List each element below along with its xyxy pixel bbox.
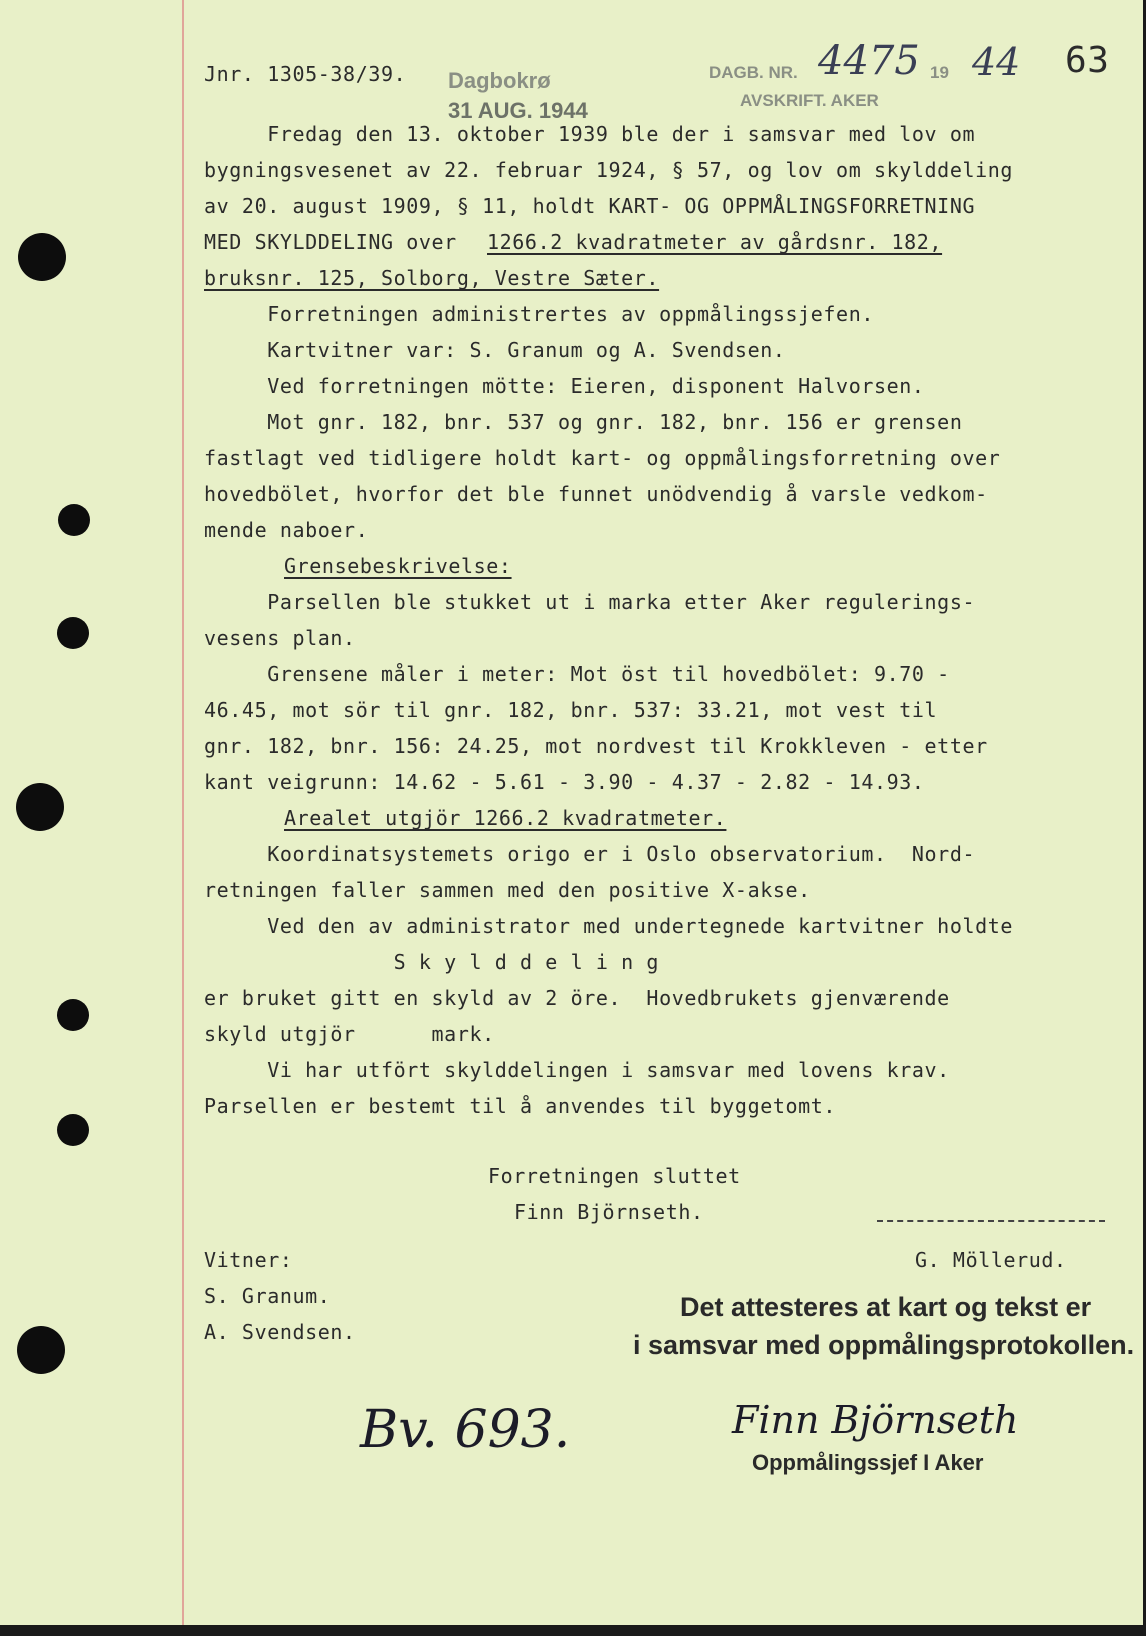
binder-hole — [16, 783, 64, 831]
property-description: 1266.2 kvadratmeter av gårdsnr. 182, — [487, 230, 943, 254]
body-line: av 20. august 1909, § 11, holdt KART- OG OPPMÅLINGSFORRETNING — [204, 194, 976, 218]
certification-line: Det attesteres at kart og tekst er — [680, 1292, 1092, 1322]
body-line: kant veigrunn: 14.62 - 5.61 - 3.90 - 4.37 - 2.82 - 14.93. — [204, 770, 925, 794]
dagb-nr-value: 4475 — [818, 38, 920, 84]
binder-hole — [18, 233, 66, 281]
body-line: Kartvitner var: S. Granum og A. Svendsen. — [204, 338, 786, 362]
body-line: er bruket gitt en skyld av 2 öre. Hovedbrukets gjenværende — [204, 986, 950, 1010]
body-line: retningen faller sammen med den positive X-akse. — [204, 878, 811, 902]
body-line: hovedbölet, hvorfor det ble funnet unödvendig å varsle vedkom- — [204, 482, 988, 506]
body-line: 46.45, mot sör til gnr. 182, bnr. 537: 33.21, mot vest til — [204, 698, 938, 722]
body-line: mende naboer. — [204, 518, 369, 542]
date-stamp: 31 AUG. 1944 — [448, 98, 588, 123]
signer-right: G. Möllerud. — [915, 1248, 1067, 1272]
body-line: S k y l d d e l i n g — [204, 950, 660, 974]
body-line: Ved den av administrator med undertegnede kartvitner holdte — [204, 914, 1014, 938]
witness-name: A. Svendsen. — [204, 1320, 356, 1344]
dagb-nr-label: DAGB. NR. — [709, 63, 798, 82]
binder-hole — [57, 617, 89, 649]
avskrift-label: AVSKRIFT. AKER — [740, 91, 879, 110]
property-description-cont: bruksnr. 125, Solborg, Vestre Sæter. — [204, 266, 660, 290]
journal-number: Jnr. 1305-38/39. — [204, 62, 407, 86]
page-number: 63 — [1065, 40, 1110, 81]
body-line: Fredag den 13. oktober 1939 ble der i samsvar med lov om — [204, 122, 976, 146]
body-line: MED SKYLDDELING over — [204, 230, 470, 254]
body-line: bygningsvesenet av 22. februar 1924, § 57, og lov om skylddeling — [204, 158, 1014, 182]
dagb-nr-year-label: 19 — [930, 63, 949, 82]
body-line: Koordinatsystemets origo er i Oslo observatorium. Nord- — [204, 842, 976, 866]
closing-line: Forretningen sluttet — [488, 1164, 741, 1188]
binder-hole — [17, 1326, 65, 1374]
body-line: vesens plan. — [204, 626, 356, 650]
binder-hole — [57, 999, 89, 1031]
body-line: skyld utgjör mark. — [204, 1022, 495, 1046]
handwritten-reference: Bv. 693. — [360, 1400, 571, 1460]
certification-signature: Finn Björnseth — [732, 1398, 1019, 1442]
area-statement: Arealet utgjör 1266.2 kvadratmeter. — [284, 806, 727, 830]
binder-hole — [58, 504, 90, 536]
binder-hole — [57, 1114, 89, 1146]
signature-line — [877, 1220, 1105, 1222]
section-heading: Grensebeskrivelse: — [284, 554, 512, 578]
body-line: gnr. 182, bnr. 156: 24.25, mot nordvest til Krokkleven - etter — [204, 734, 988, 758]
body-line: fastlagt ved tidligere holdt kart- og oppmålingsforretning over — [204, 446, 1001, 470]
body-line: Mot gnr. 182, bnr. 537 og gnr. 182, bnr. 156 er grensen — [204, 410, 963, 434]
margin-line — [182, 0, 184, 1625]
certification-line: i samsvar med oppmålingsprotokollen. — [633, 1330, 1135, 1360]
witness-label: Vitner: — [204, 1248, 293, 1272]
body-line: Parsellen er bestemt til å anvendes til byggetomt. — [204, 1094, 837, 1118]
witness-name: S. Granum. — [204, 1284, 331, 1308]
body-line: Grensene måler i meter: Mot öst til hovedbölet: 9.70 - — [204, 662, 950, 686]
body-line: Ved forretningen mötte: Eieren, disponent Halvorsen. — [204, 374, 925, 398]
body-line: Forretningen administrertes av oppmålingssjefen. — [204, 302, 874, 326]
body-line: Vi har utfört skylddelingen i samsvar med lovens krav. — [204, 1058, 950, 1082]
closing-name: Finn Björnseth. — [514, 1200, 704, 1224]
body-line: Parsellen ble stukket ut i marka etter Aker regulerings- — [204, 590, 976, 614]
dagb-nr-year-value: 44 — [972, 40, 1021, 84]
dagbok-stamp: Dagbokrø — [448, 68, 551, 93]
certification-title: Oppmålingssjef I Aker — [752, 1450, 984, 1475]
